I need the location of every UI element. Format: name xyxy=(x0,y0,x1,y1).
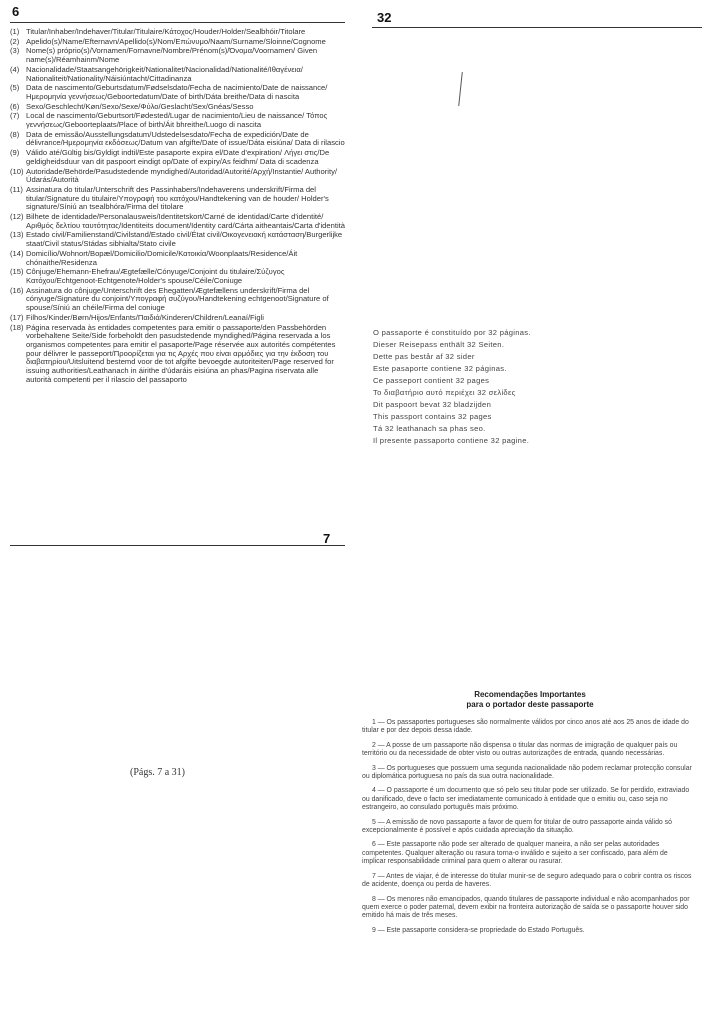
field-item xyxy=(10,287,345,313)
page-count-line: Il presente passaporto contiene 32 pagine. xyxy=(373,436,530,445)
page-count-line: Dette pas består af 32 sider xyxy=(373,352,475,361)
field-number: (12) xyxy=(10,212,24,222)
field-text: Data de nascimento/Geburtsdatum/Fødselsdato/Fecha de nacimiento/Date de naissance/Ημερομηνία γεννήσεως/Geboortedatum/Date of birth/Dáta breithe/Data di nascita xyxy=(26,83,328,101)
field-item xyxy=(10,103,345,112)
field-text: Data de emissão/Ausstellungsdatum/Udstedelsesdato/Fecha de expedición/Date de délivrance/Ημερομηνία εκδόσεως/Datum van afgifte/Date of issue/Dáta eisiúna/ Data di rilascio xyxy=(26,129,345,148)
top-right-rule xyxy=(372,27,702,28)
field-text: Nacionalidade/Staatsangehörigkeit/Nationalitet/Nacionalidad/Nationalité/Ιθαγένεια/ Nationaliteit/Nationality/Náisiúntacht/Cittadinanza xyxy=(26,64,303,83)
field-item xyxy=(10,231,345,248)
pen-mark xyxy=(458,72,463,106)
field-item xyxy=(10,149,345,166)
field-number: (16) xyxy=(10,285,24,295)
field-text: Bilhete de identidade/Personalausweis/Identitetskort/Carné de identidad/Carte d'identité/Αριθμός δελτίου ταυτότητας/Identiteits document/Identity card/Cárta aitheantais/Carta d'identità xyxy=(26,212,345,230)
field-number: (1) xyxy=(10,27,20,36)
field-number: (9) xyxy=(10,148,20,158)
top-left-rule xyxy=(10,22,345,23)
field-text: Cônjuge/Ehemann-Ehefrau/Ægtefælle/Cónyuge/Conjoint du titulaire/Σύζυγος Κατόχου/Echtgenoot-Echtgenote/Holder's spouse/Céile/Coniuge xyxy=(26,267,285,285)
field-text: Sexo/Geschlecht/Køn/Sexo/Sexe/Φύλο/Geslacht/Sex/Gnéas/Sesso xyxy=(26,101,254,111)
field-number: (6) xyxy=(10,101,20,111)
field-number: (7) xyxy=(10,111,20,121)
field-text: Apelido(s)/Name/Efternavn/Apellido(s)/Nom/Επώνυμο/Naam/Surname/Sloinne/Cognome xyxy=(26,36,326,46)
field-text: Filhos/Kinder/Børn/Hijos/Enfants/Παιδιά/Kinderen/Children/Leanaí/Figli xyxy=(26,312,264,322)
field-number: (11) xyxy=(10,184,23,194)
page-count-line: Ce passeport contient 32 pages xyxy=(373,376,490,385)
field-item xyxy=(10,324,345,385)
middle-rule xyxy=(10,545,345,546)
recommendations-subtitle-line: para o portador deste passaporte xyxy=(466,700,594,709)
recommendation-item: 9 — Este passaporte considera-se propriedade do Estado Português. xyxy=(372,926,585,934)
recommendations-list xyxy=(362,719,692,941)
field-item xyxy=(10,250,345,267)
field-text: Assinatura do titular/Unterschrift des Passinhabers/Indehaverens underskrift/Firma del titular/Signature du titulaire/Υπογραφή του κατόχου/Handtekening van de houder/ Holder's signature/Síniú an tsealbhóra/Firma del titolare xyxy=(26,184,329,212)
page-count-line: Este pasaporte contiene 32 páginas. xyxy=(373,364,507,373)
field-number: (13) xyxy=(10,230,24,240)
field-item xyxy=(10,38,345,47)
field-text: Válido até/Gültig bis/Gyldigt indtil/Este pasaporte expira el/Date d'expiration/ Λήγει στις/De geldigheidsduur van dit paspoort eindigt op/Date of expiry/As feidhm/ Data di scadenza xyxy=(26,148,330,166)
recommendations-title xyxy=(400,690,660,710)
field-number: (17) xyxy=(10,312,24,322)
recommendation-item: 1 — Os passaportes portugueses são normalmente válidos por cinco anos até aos 25 anos de idade do titular e por dez depois dessa idade. xyxy=(362,719,689,735)
field-item xyxy=(10,186,345,212)
field-text: Página reservada às entidades competentes para emitir o passaporte/den Passbehörden vorbehaltene Seite/Side forbeholdt den pasudstedende myndighed/Página reservada a los organismos competentes para emitir el pasaporte/Page réservée aux autorités compétentes pour délivrer le passeport/Προορίζεται για τις Αρχές που είναι αρμόδιες για την έκδοση του διαβατηρίου/Uitsluitend bestemd voor de tot afgifte bevoegde autoriteiten/Page reserved for issuing authorities/Leathanach in áirithe d'údaráis eisiúna an phas/Pagina riservata alle autorità competenti per il rilascio del passaporto xyxy=(26,322,336,384)
page-count-line: Το διαβατήριο αυτό περιέχει 32 σελίδες xyxy=(373,388,516,397)
field-number: (4) xyxy=(10,64,20,74)
page-count-line: Tá 32 leathanach sa phas seo. xyxy=(373,424,486,433)
field-item xyxy=(10,131,345,148)
field-text: Nome(s) próprio(s)/Vornamen/Fornavne/Nombre/Prénom(s)/Όνομα/Voornamen/ Given name(s)/Réamhainm/Nome xyxy=(26,46,318,65)
pages-range-note: (Págs. 7 a 31) xyxy=(130,767,185,778)
field-number: (5) xyxy=(10,83,20,93)
recommendation-item: 4 — O passaporte é um documento que só pelo seu titular pode ser utilizado. Se for perdido, extraviado ou danificado, deve o facto ser imediatamente comunicado à entidade que o emitiu ou, caso seja no estrangeiro, ao consulado português mais próximo. xyxy=(362,787,690,812)
recommendation-item: 5 — A emissão de novo passaporte a favor de quem for titular de outro passaporte ainda válido só excepcionalmente é possível e após cuidada apreciação da situação. xyxy=(362,818,672,835)
field-number: (18) xyxy=(10,322,24,332)
field-number: (8) xyxy=(10,129,20,139)
page-count-line: Dit paspoort bevat 32 bladzijden xyxy=(373,400,492,409)
field-text: Autoridade/Behörde/Pasudstedende myndighed/Autoridad/Autorité/Αρχή/Instantie/ Authority/Údarás/Autorità xyxy=(26,166,337,185)
field-number: (14) xyxy=(10,248,24,258)
field-text: Domicílio/Wohnort/Bopæl/Domicilio/Domicile/Κατοικία/Woonplaats/Residence/Áit chónaithe/Residenza xyxy=(26,248,298,267)
field-item xyxy=(10,47,345,64)
field-item xyxy=(10,112,345,129)
page-count-line: O passaporte é constituído por 32 páginas. xyxy=(373,328,531,337)
recommendation-item: 3 — Os portugueses que possuem uma segunda nacionalidade não podem reclamar protecção consular ou diplomática portuguesa no país da sua outra nacionalidade. xyxy=(362,764,692,781)
field-legend-list xyxy=(10,28,345,385)
field-item xyxy=(10,168,345,185)
page-count-statement xyxy=(373,327,531,447)
field-number: (3) xyxy=(10,46,20,56)
field-item xyxy=(10,28,345,37)
page-number-6: 6 xyxy=(12,4,20,19)
field-text: Assinatura do cônjuge/Unterschrift des Ehegatten/Ægtefællens underskrift/Firma del cónyuge/Signature du conjoint/Υπογραφή συζύγου/Handtekening echtgenoot/Signature of spouse/Síniú an chéile/Firma del coniuge xyxy=(26,285,329,313)
field-text: Estado civil/Familienstand/Civilstand/Estado civil/État civil/Οικογενειακή κατάσταση/Burgerlijke staat/Civil status/Stádas sibhialta/Stato civile xyxy=(26,230,343,249)
field-text: Local de nascimento/Geburtsort/Fødested/Lugar de nacimiento/Lieu de naissance/ Τόπος γεννήσεως/Geboorteplaats/Place of birth/Áit bhreithe/Luogo di nascita xyxy=(26,111,328,130)
field-item xyxy=(10,66,345,83)
field-number: (10) xyxy=(10,166,24,176)
page-number-32: 32 xyxy=(377,10,392,25)
recommendation-item: 8 — Os menores não emancipados, quando titulares de passaporte individual e não acompanhados por quem exerce o poder paternal, devem exibir na fronteira autorização de saída se o passaporte houver sido emitido há mais de três meses. xyxy=(362,895,690,920)
page-count-line: This passport contains 32 pages xyxy=(373,412,492,421)
field-item xyxy=(10,213,345,230)
field-item xyxy=(10,84,345,101)
recommendation-item: 6 — Este passaporte não pode ser alterado de qualquer maneira, a não ser pelas autoridades competentes. Qualquer alteração ou rasura torna-o inválido e sujeito a ser confiscado, para além de implicar responsabilidade criminal para quem o alterar ou rasurar. xyxy=(362,841,668,866)
field-number: (15) xyxy=(10,267,24,277)
recommendation-item: 2 — A posse de um passaporte não dispensa o titular das normas de imigração de qualquer país ou território ou da necessidade de obter visto ou outras autorizações de entrada, quando necessárias. xyxy=(362,741,678,758)
field-item xyxy=(10,268,345,285)
field-item xyxy=(10,314,345,323)
field-text: Titular/Inhaber/Indehaver/Titular/Titulaire/Κάτοχος/Houder/Holder/Sealbhóir/Titolare xyxy=(26,27,306,36)
field-number: (2) xyxy=(10,36,20,46)
recommendation-item: 7 — Antes de viajar, é de interesse do titular munir-se de seguro adequado para o cobrir contra os riscos de acidente, doença ou perda de haveres. xyxy=(362,872,692,889)
page-number-7: 7 xyxy=(323,531,331,546)
recommendations-title-line: Recomendações Importantes xyxy=(474,690,586,699)
page-count-line: Dieser Reisepass enthält 32 Seiten. xyxy=(373,340,505,349)
